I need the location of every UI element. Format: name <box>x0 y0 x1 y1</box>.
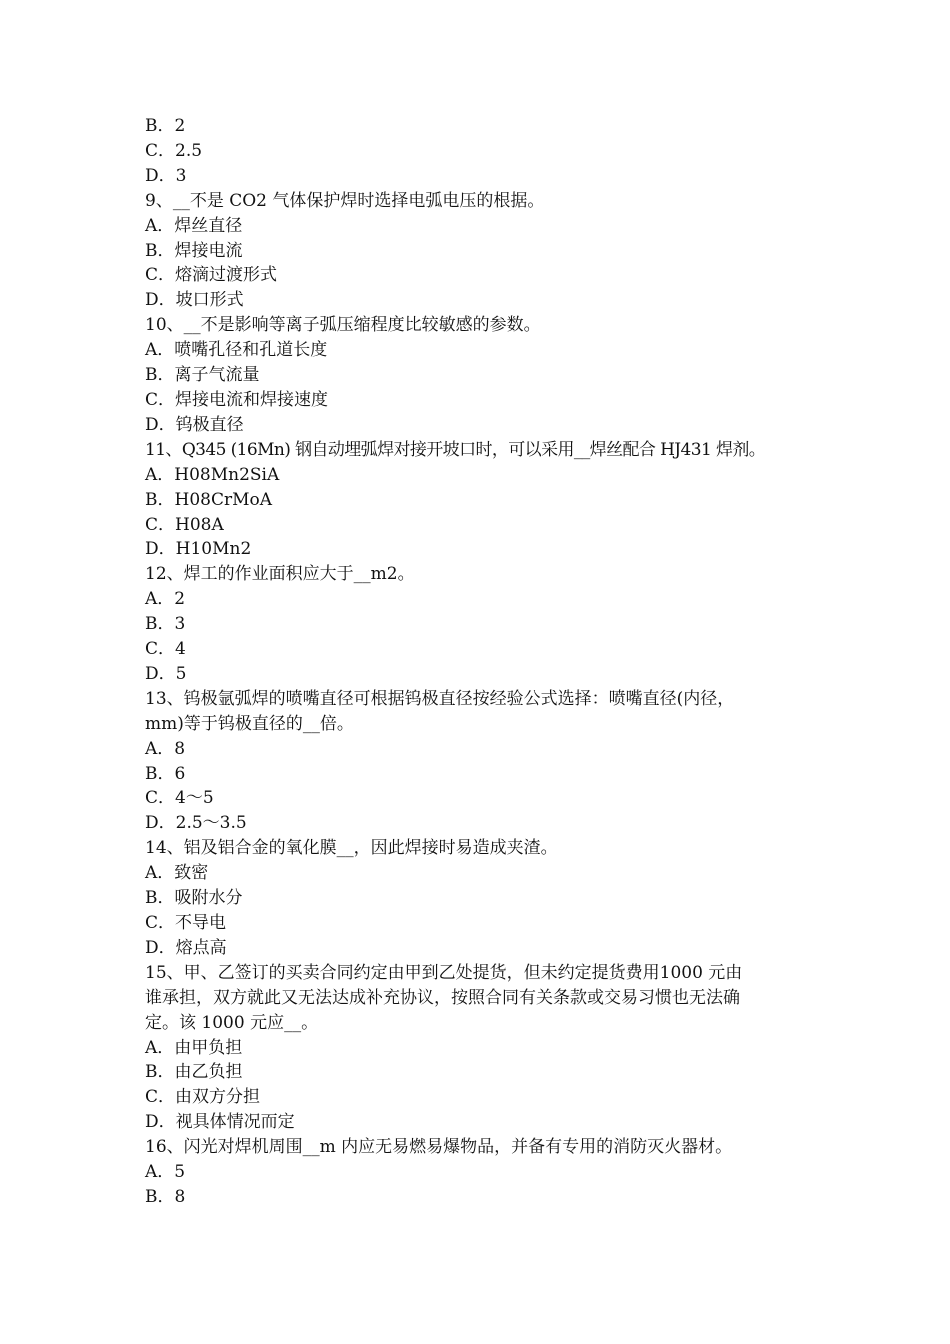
text-line: C．由双方分担 <box>145 1087 261 1108</box>
question-text: 11、Q345 (16Mn) 钢自动埋弧焊对接开坡口时，可以采用__焊丝配合 HJ431 焊剂。 <box>145 439 766 460</box>
text-line: A．8 <box>145 738 186 759</box>
question-text: 谁承担，双方就此又无法达成补充协议，按照合同有关条款或交易习惯也无法确 <box>145 987 740 1008</box>
text-line: B．2 <box>145 116 186 136</box>
text-line: A．致密 <box>145 863 209 884</box>
text-line: B．8 <box>145 1186 186 1207</box>
text-line: B．3 <box>145 614 186 635</box>
text-line: A．H08Mn2SiA <box>145 464 280 485</box>
question-text: 10、__不是影响等离子弧压缩程度比较敏感的参数。 <box>145 315 541 336</box>
text-line: D．H10Mn2 <box>145 539 252 560</box>
text-line: D．视具体情况而定 <box>145 1112 295 1133</box>
text-line: C．熔滴过渡形式 <box>145 265 278 286</box>
question-text: 13、钨极氩弧焊的喷嘴直径可根据钨极直径按经验公式选择：喷嘴直径(内径， <box>145 688 735 709</box>
question-text: 16、闪光对焊机周围__m 内应无易燃易爆物品，并备有专用的消防灭火器材。 <box>145 1137 733 1158</box>
text-line: C．不导电 <box>145 913 227 933</box>
text-line: D．坡口形式 <box>145 290 244 311</box>
question-text: 15、甲、乙签订的买卖合同约定由甲到乙处提货，但未约定提货费用1000 元由 <box>145 962 743 983</box>
text-line: A．由甲负担 <box>145 1037 243 1058</box>
question-text: 定。该 1000 元应__。 <box>145 1012 319 1033</box>
text-line: A．焊丝直径 <box>145 215 243 236</box>
document-body <box>145 114 815 1210</box>
text-line: A．5 <box>145 1162 186 1183</box>
text-line: D．3 <box>145 165 187 186</box>
text-line: D．5 <box>145 663 187 684</box>
question-text: mm)等于钨极直径的__倍。 <box>145 713 354 734</box>
text-line: D．钨极直径 <box>145 414 244 435</box>
text-line: C．4 <box>145 639 186 660</box>
question-text: 14、铝及铝合金的氧化膜__，因此焊接时易造成夹渣。 <box>145 838 558 859</box>
text-line: D．熔点高 <box>145 937 227 958</box>
text-line: A．喷嘴孔径和孔道长度 <box>145 340 328 361</box>
text-line: B．吸附水分 <box>145 888 243 909</box>
text-line: B．离子气流量 <box>145 365 260 386</box>
text-line: C．H08A <box>145 514 224 535</box>
text-line: B．由乙负担 <box>145 1062 243 1083</box>
text-line: C．焊接电流和焊接速度 <box>145 389 329 410</box>
text-line: C．2.5 <box>145 140 203 161</box>
question-text: 9、__不是 CO2 气体保护焊时选择电弧电压的根据。 <box>145 190 545 211</box>
text-line: B．焊接电流 <box>145 240 243 261</box>
question-text: 12、焊工的作业面积应大于__m2。 <box>145 564 415 585</box>
text-line: B．H08CrMoA <box>145 489 273 510</box>
text-line: C．4～5 <box>145 788 214 809</box>
text-line: B．6 <box>145 763 186 784</box>
text-line: D．2.5～3.5 <box>145 813 247 834</box>
text-line: A．2 <box>145 589 186 610</box>
